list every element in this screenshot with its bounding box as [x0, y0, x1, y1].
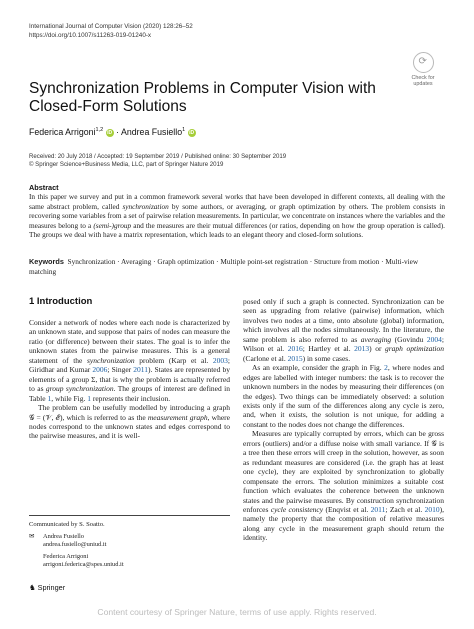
citation-link[interactable]: 2016	[287, 344, 303, 354]
figure-link[interactable]: 2	[384, 363, 388, 373]
right-column-text: posed only if such a graph is connected. Synchronization can be seen as upgrading from relative (pairwise) information, which involves two nodes at a time, onto absolute (global) information, which involves all the nodes simultaneously. In the literature, the same problem is also referred to as averaging (Govindu 2004; Wilson et al. 2016; Hartley et al. 2013) or graph optimization (Carlone et al. 2015) in some cases. As an example, consider the graph in Fig. 2, where nodes and edges are labelled with integer numbers: the task is to recover the unknown numbers in the nodes by measuring their differences (on the edges). Two things can be immediately observed: a solution exists only if the sum of the differences along any cycle is zero, and, when it exists, the solution is not unique, for adding a constant to the nodes does not change the differences. Measures are typically corrupted by errors, which can be gross errors (outliers) and/or a diffuse noise with small variance. If 𝒢 is a tree then these errors will creep in the solution, however, as soon as redundant measures are considered (i.e. the graph has at least one cycle), they are exploited by synchronization to globally compensate the errors. The solution minimizes a suitable cost function which evaluates the coherence between the unknown states and the pairwise measures. By construction synchronization enforces cycle consistency (Enqvist et al. 2011; Zach et al. 2010), namely the property that the composition of relative measures along any cycle in the measurement graph should return the identity.	[243, 297, 444, 543]
check-updates-icon: ⟳	[413, 52, 434, 73]
doi-link[interactable]: https://doi.org/10.1007/s11263-019-01240-x	[29, 31, 152, 39]
author-name[interactable]: Andrea Fusiello	[120, 127, 183, 137]
orcid-icon[interactable]: iD	[107, 129, 113, 136]
publisher-logo: ♞ Springer	[29, 583, 66, 592]
author-list: Federica Arrigoni$^{1,2}$ iD · Andrea Fusiello$^1$ iD	[29, 127, 195, 137]
citation-link[interactable]: 2010	[424, 504, 440, 514]
check-for-updates-badge[interactable]: ⟳ Check for updates	[406, 52, 440, 87]
springer-horse-icon: ♞	[29, 583, 36, 592]
table-link[interactable]: 1	[47, 393, 52, 403]
keywords	[29, 257, 445, 277]
footnote-divider	[29, 515, 230, 516]
left-column-text: Consider a network of nodes where each node is characterized by an unknown state, and suppose that pairs of nodes can measure the ratio (or difference) between their states. The goal is to infer the unknown states from the pairwise measures. This is a general statement of the synchronization problem (Karp et al. 2003; Giridhar and Kumar 2006; Singer 2011). States are represented by elements of a group Σ, that is why the problem is actually referred to as group synchronization. The groups of interest are defined in Table 1, while Fig. 1 represents their inclusion. The problem can be usefully modelled by introducing a graph 𝒢 = (𝒱, ℰ), which is referred to as the measurement graph, where nodes correspond to the unknown states and edges correspond to the pairwise measures, and it is well-	[29, 318, 230, 441]
section-heading: 1 Introduction	[29, 296, 93, 307]
citation-link[interactable]: 2003	[212, 355, 228, 365]
abstract-heading: Abstract	[29, 183, 59, 192]
journal-citation: International Journal of Computer Vision (2020) 128:26–52	[29, 23, 193, 30]
journal-header	[29, 23, 193, 40]
keywords-label: Keywords	[29, 257, 64, 266]
second-author-contact: Federica Arrigoni arrigoni.federica@spes.uniud.it	[29, 553, 230, 569]
email-link[interactable]: arrigoni.federica@spes.uniud.it	[43, 561, 124, 569]
orcid-icon[interactable]: iD	[189, 129, 195, 136]
corresponding-author: ✉ Andrea Fusiello andrea.fusiello@uniud.it	[29, 533, 230, 549]
citation-link[interactable]: 2004	[426, 334, 442, 344]
keywords-text: Synchronization · Averaging · Graph optimization · Multiple point-set registration · Structure from motion · Multi-view matching	[29, 257, 419, 276]
figure-link[interactable]: 1	[87, 393, 91, 403]
communicated-by: Communicated by S. Soatto.	[29, 521, 105, 528]
citation-link[interactable]: 2006	[92, 365, 108, 375]
citation-link[interactable]: 2011	[370, 504, 386, 514]
envelope-icon: ✉	[29, 533, 35, 540]
citation-link[interactable]: 2013	[354, 344, 370, 354]
citation-link[interactable]: 2011	[133, 365, 149, 375]
author-name[interactable]: Federica Arrigoni	[29, 127, 96, 137]
abstract-text: In this paper we survey and put in a common framework several works that have been developed in different contexts, all dealing with the same abstract problem, called synchronization by some authors, or averaging, or graph optimization by others. The problem consists in recovering some variables from a set of pairwise relation measurements. In particular, we concentrate on instances where the variables and the measures belong to a (semi-)group and the measures are their mutual differences (or ratios, depending on how the group operation is called). The groups we deal with have a matrix representation, which leads to an elegant theory and closed-form solutions.	[29, 192, 445, 239]
footer-notice: Content courtesy of Springer Nature, terms of use apply. Rights reserved.	[97, 607, 377, 617]
email-link[interactable]: andrea.fusiello@uniud.it	[43, 541, 107, 549]
citation-link[interactable]: 2015	[287, 353, 303, 363]
paper-title: Synchronization Problems in Computer Vision with Closed-Form Solutions	[29, 80, 376, 115]
publication-dates: Received: 20 July 2018 / Accepted: 19 September 2019 / Published online: 30 September 2019 © Springer Science+Business Media, LLC, part of Springer Nature 2019	[29, 153, 287, 168]
